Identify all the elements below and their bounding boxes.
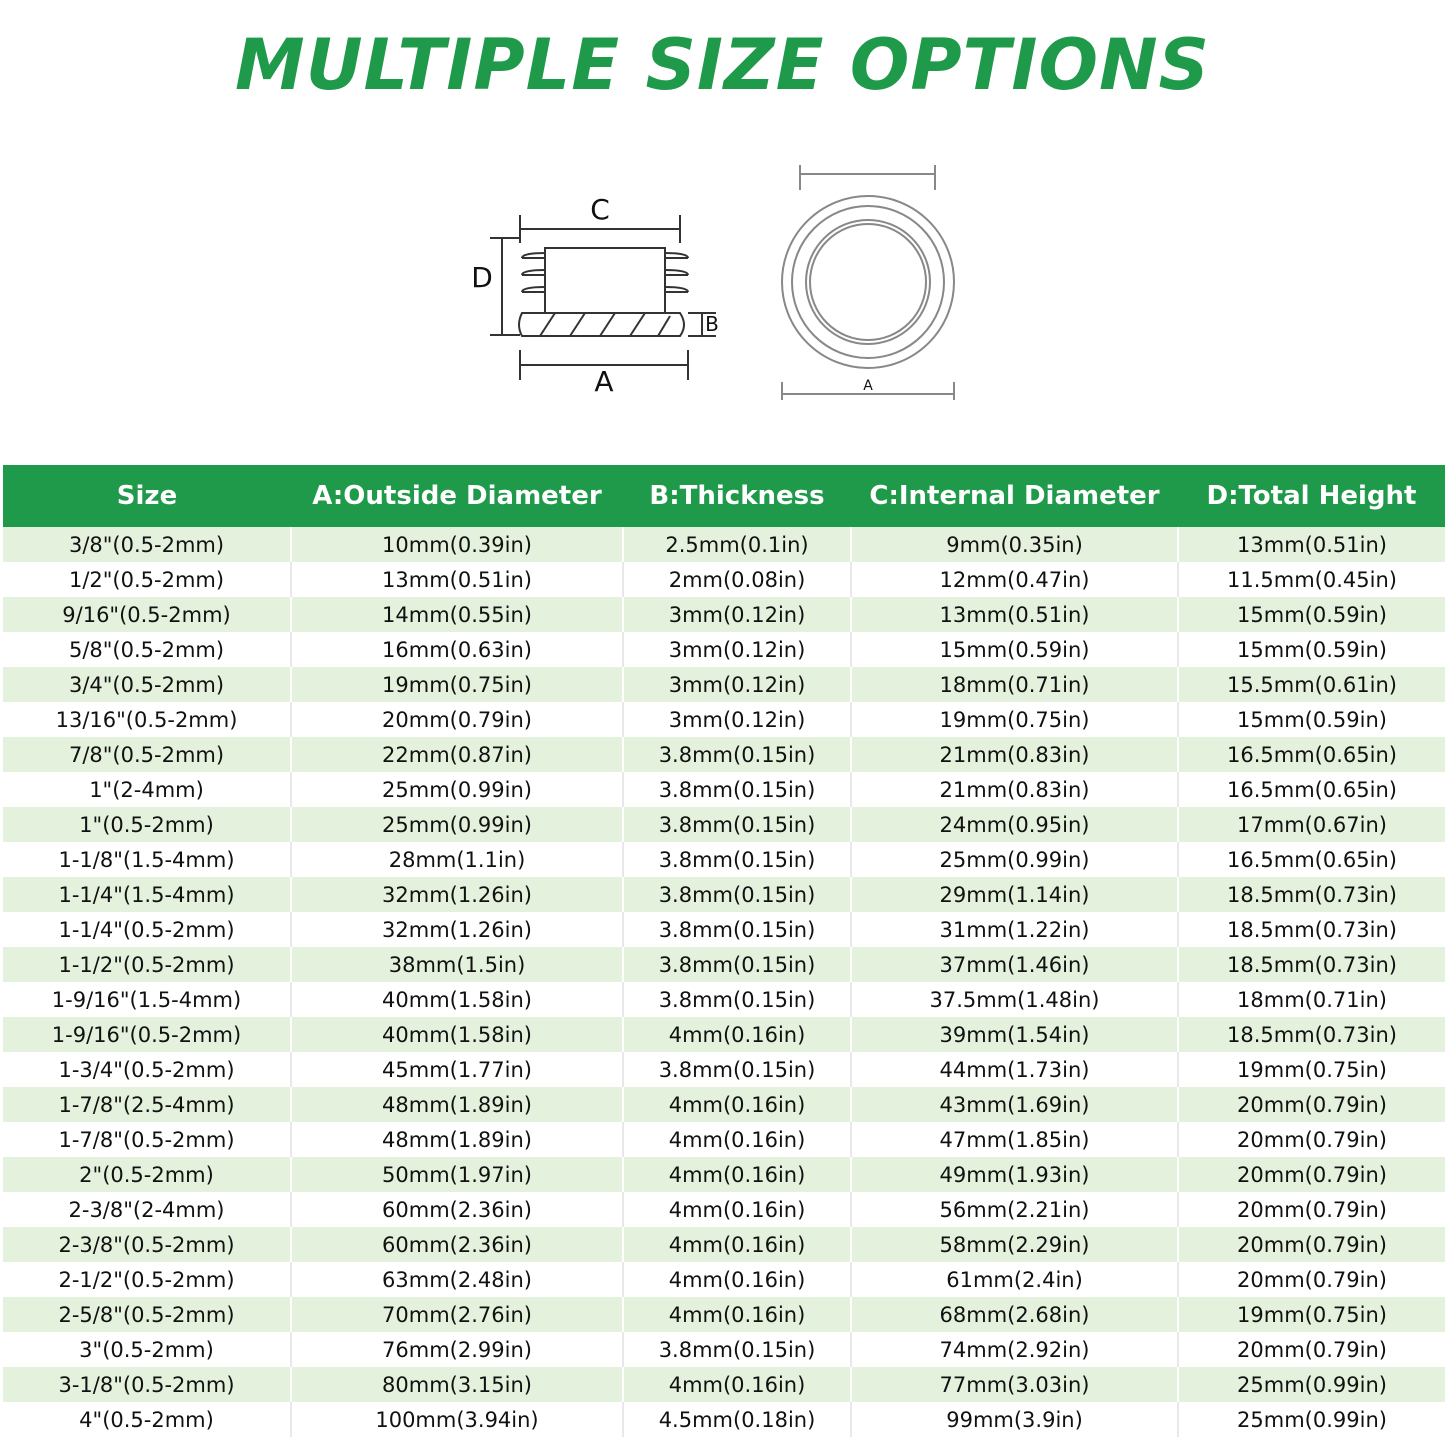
table-cell-outside-diameter: 38mm(1.5in) xyxy=(291,947,623,982)
table-cell-total-height: 13mm(0.51in) xyxy=(1178,527,1445,562)
table-cell-outside-diameter: 40mm(1.58in) xyxy=(291,982,623,1017)
table-cell-total-height: 17mm(0.67in) xyxy=(1178,807,1445,842)
table-cell-size: 1"(0.5-2mm) xyxy=(3,807,291,842)
table-cell-total-height: 20mm(0.79in) xyxy=(1178,1122,1445,1157)
table-cell-size: 2-1/2"(0.5-2mm) xyxy=(3,1262,291,1297)
table-cell-size: 3/4"(0.5-2mm) xyxy=(3,667,291,702)
table-row xyxy=(3,597,1445,632)
table-cell-thickness: 3.8mm(0.15in) xyxy=(623,947,851,982)
table-cell-internal-diameter: 19mm(0.75in) xyxy=(851,702,1178,737)
table-cell-thickness: 3mm(0.12in) xyxy=(623,667,851,702)
table-cell-thickness: 3mm(0.12in) xyxy=(623,632,851,667)
table-cell-thickness: 4mm(0.16in) xyxy=(623,1157,851,1192)
table-cell-thickness: 4mm(0.16in) xyxy=(623,1367,851,1402)
table-cell-internal-diameter: 25mm(0.99in) xyxy=(851,842,1178,877)
table-cell-total-height: 20mm(0.79in) xyxy=(1178,1192,1445,1227)
table-row xyxy=(3,982,1445,1017)
table-cell-size: 2-3/8"(2-4mm) xyxy=(3,1192,291,1227)
table-row xyxy=(3,702,1445,737)
table-row xyxy=(3,807,1445,842)
table-row xyxy=(3,1017,1445,1052)
table-cell-internal-diameter: 13mm(0.51in) xyxy=(851,597,1178,632)
table-row xyxy=(3,947,1445,982)
table-cell-internal-diameter: 99mm(3.9in) xyxy=(851,1402,1178,1437)
table-cell-internal-diameter: 24mm(0.95in) xyxy=(851,807,1178,842)
table-row xyxy=(3,1332,1445,1367)
table-row xyxy=(3,562,1445,597)
table-row xyxy=(3,842,1445,877)
table-cell-total-height: 18.5mm(0.73in) xyxy=(1178,947,1445,982)
table-body xyxy=(3,527,1445,1437)
table-cell-thickness: 3.8mm(0.15in) xyxy=(623,1332,851,1367)
table-cell-internal-diameter: 31mm(1.22in) xyxy=(851,912,1178,947)
table-cell-internal-diameter: 21mm(0.83in) xyxy=(851,772,1178,807)
table-cell-outside-diameter: 16mm(0.63in) xyxy=(291,632,623,667)
table-cell-internal-diameter: 44mm(1.73in) xyxy=(851,1052,1178,1087)
table-cell-thickness: 3.8mm(0.15in) xyxy=(623,842,851,877)
table-cell-size: 1-3/4"(0.5-2mm) xyxy=(3,1052,291,1087)
table-cell-size: 3"(0.5-2mm) xyxy=(3,1332,291,1367)
table-row xyxy=(3,1227,1445,1262)
table-cell-thickness: 3.8mm(0.15in) xyxy=(623,737,851,772)
table-cell-outside-diameter: 100mm(3.94in) xyxy=(291,1402,623,1437)
table-cell-outside-diameter: 32mm(1.26in) xyxy=(291,912,623,947)
table-cell-internal-diameter: 21mm(0.83in) xyxy=(851,737,1178,772)
table-cell-outside-diameter: 48mm(1.89in) xyxy=(291,1087,623,1122)
column-header-internal-diameter: C:Internal Diameter xyxy=(851,465,1178,527)
table-cell-size: 1-1/2"(0.5-2mm) xyxy=(3,947,291,982)
table-cell-total-height: 25mm(0.99in) xyxy=(1178,1402,1445,1437)
table-row xyxy=(3,772,1445,807)
label-c: C xyxy=(590,193,610,226)
table-cell-internal-diameter: 49mm(1.93in) xyxy=(851,1157,1178,1192)
table-cell-size: 3/8"(0.5-2mm) xyxy=(3,527,291,562)
table-cell-total-height: 20mm(0.79in) xyxy=(1178,1157,1445,1192)
table-cell-total-height: 11.5mm(0.45in) xyxy=(1178,562,1445,597)
table-row xyxy=(3,1087,1445,1122)
table-cell-size: 2-3/8"(0.5-2mm) xyxy=(3,1227,291,1262)
label-b: B xyxy=(705,312,719,336)
table-cell-outside-diameter: 14mm(0.55in) xyxy=(291,597,623,632)
table-row xyxy=(3,912,1445,947)
table-cell-total-height: 16.5mm(0.65in) xyxy=(1178,772,1445,807)
table-cell-outside-diameter: 20mm(0.79in) xyxy=(291,702,623,737)
table-cell-size: 2-5/8"(0.5-2mm) xyxy=(3,1297,291,1332)
table-cell-size: 1"(2-4mm) xyxy=(3,772,291,807)
table-cell-thickness: 3mm(0.12in) xyxy=(623,702,851,737)
table-cell-size: 1/2"(0.5-2mm) xyxy=(3,562,291,597)
table-cell-total-height: 19mm(0.75in) xyxy=(1178,1297,1445,1332)
table-cell-thickness: 3.8mm(0.15in) xyxy=(623,912,851,947)
table-cell-internal-diameter: 37.5mm(1.48in) xyxy=(851,982,1178,1017)
table-cell-thickness: 4mm(0.16in) xyxy=(623,1262,851,1297)
table-cell-size: 13/16"(0.5-2mm) xyxy=(3,702,291,737)
table-cell-total-height: 18.5mm(0.73in) xyxy=(1178,877,1445,912)
table-cell-total-height: 15mm(0.59in) xyxy=(1178,702,1445,737)
table-cell-total-height: 16.5mm(0.65in) xyxy=(1178,737,1445,772)
table-cell-size: 1-9/16"(1.5-4mm) xyxy=(3,982,291,1017)
table-cell-size: 1-7/8"(2.5-4mm) xyxy=(3,1087,291,1122)
table-cell-thickness: 4.5mm(0.18in) xyxy=(623,1402,851,1437)
table-cell-internal-diameter: 56mm(2.21in) xyxy=(851,1192,1178,1227)
table-cell-thickness: 2.5mm(0.1in) xyxy=(623,527,851,562)
table-cell-size: 4"(0.5-2mm) xyxy=(3,1402,291,1437)
table-cell-internal-diameter: 61mm(2.4in) xyxy=(851,1262,1178,1297)
table-cell-thickness: 3.8mm(0.15in) xyxy=(623,1052,851,1087)
table-cell-size: 1-1/8"(1.5-4mm) xyxy=(3,842,291,877)
label-a: A xyxy=(594,365,614,398)
table-cell-internal-diameter: 77mm(3.03in) xyxy=(851,1367,1178,1402)
table-row xyxy=(3,1297,1445,1332)
table-cell-outside-diameter: 10mm(0.39in) xyxy=(291,527,623,562)
table-cell-internal-diameter: 74mm(2.92in) xyxy=(851,1332,1178,1367)
table-cell-outside-diameter: 40mm(1.58in) xyxy=(291,1017,623,1052)
column-header-outside-diameter: A:Outside Diameter xyxy=(291,465,623,527)
table-cell-size: 1-1/4"(1.5-4mm) xyxy=(3,877,291,912)
table-cell-internal-diameter: 43mm(1.69in) xyxy=(851,1087,1178,1122)
table-row xyxy=(3,1052,1445,1087)
column-header-total-height: D:Total Height xyxy=(1178,465,1445,527)
label-d: D xyxy=(471,261,493,294)
page-title: MULTIPLE SIZE OPTIONS xyxy=(235,24,1210,106)
table-cell-outside-diameter: 32mm(1.26in) xyxy=(291,877,623,912)
table-cell-outside-diameter: 19mm(0.75in) xyxy=(291,667,623,702)
table-cell-outside-diameter: 63mm(2.48in) xyxy=(291,1262,623,1297)
table-cell-total-height: 20mm(0.79in) xyxy=(1178,1087,1445,1122)
table-cell-internal-diameter: 58mm(2.29in) xyxy=(851,1227,1178,1262)
table-cell-size: 9/16"(0.5-2mm) xyxy=(3,597,291,632)
table-cell-outside-diameter: 48mm(1.89in) xyxy=(291,1122,623,1157)
table-cell-total-height: 15mm(0.59in) xyxy=(1178,632,1445,667)
table-cell-total-height: 16.5mm(0.65in) xyxy=(1178,842,1445,877)
table-cell-internal-diameter: 47mm(1.85in) xyxy=(851,1122,1178,1157)
table-cell-outside-diameter: 28mm(1.1in) xyxy=(291,842,623,877)
table-cell-internal-diameter: 39mm(1.54in) xyxy=(851,1017,1178,1052)
label-a-top: A xyxy=(863,378,873,394)
table-cell-internal-diameter: 68mm(2.68in) xyxy=(851,1297,1178,1332)
table-cell-internal-diameter: 15mm(0.59in) xyxy=(851,632,1178,667)
table-cell-total-height: 20mm(0.79in) xyxy=(1178,1227,1445,1262)
table-cell-outside-diameter: 60mm(2.36in) xyxy=(291,1227,623,1262)
table-cell-thickness: 4mm(0.16in) xyxy=(623,1017,851,1052)
table-cell-total-height: 18.5mm(0.73in) xyxy=(1178,912,1445,947)
table-row xyxy=(3,1192,1445,1227)
table-cell-total-height: 20mm(0.79in) xyxy=(1178,1262,1445,1297)
table-cell-internal-diameter: 9mm(0.35in) xyxy=(851,527,1178,562)
table-cell-internal-diameter: 12mm(0.47in) xyxy=(851,562,1178,597)
table-cell-thickness: 4mm(0.16in) xyxy=(623,1192,851,1227)
table-cell-thickness: 4mm(0.16in) xyxy=(623,1122,851,1157)
table-row xyxy=(3,632,1445,667)
table-cell-size: 3-1/8"(0.5-2mm) xyxy=(3,1367,291,1402)
table-cell-outside-diameter: 25mm(0.99in) xyxy=(291,807,623,842)
column-header-size: Size xyxy=(3,465,291,527)
table-cell-size: 2"(0.5-2mm) xyxy=(3,1157,291,1192)
table-cell-thickness: 4mm(0.16in) xyxy=(623,1087,851,1122)
table-cell-thickness: 4mm(0.16in) xyxy=(623,1227,851,1262)
table-row xyxy=(3,1262,1445,1297)
table-cell-thickness: 3.8mm(0.15in) xyxy=(623,982,851,1017)
table-cell-size: 5/8"(0.5-2mm) xyxy=(3,632,291,667)
table-cell-outside-diameter: 22mm(0.87in) xyxy=(291,737,623,772)
table-header-row xyxy=(3,465,1445,527)
table-row xyxy=(3,877,1445,912)
table-row xyxy=(3,527,1445,562)
table-cell-thickness: 3.8mm(0.15in) xyxy=(623,807,851,842)
table-cell-total-height: 19mm(0.75in) xyxy=(1178,1052,1445,1087)
column-header-thickness: B:Thickness xyxy=(623,465,851,527)
top-view-diagram xyxy=(770,160,970,410)
table-row xyxy=(3,1402,1445,1437)
table-cell-thickness: 3.8mm(0.15in) xyxy=(623,877,851,912)
table-cell-outside-diameter: 60mm(2.36in) xyxy=(291,1192,623,1227)
size-table xyxy=(3,465,1445,1437)
table-cell-outside-diameter: 45mm(1.77in) xyxy=(291,1052,623,1087)
table-cell-size: 1-7/8"(0.5-2mm) xyxy=(3,1122,291,1157)
table-row xyxy=(3,1157,1445,1192)
table-row xyxy=(3,1367,1445,1402)
table-cell-total-height: 25mm(0.99in) xyxy=(1178,1367,1445,1402)
table-cell-size: 1-1/4"(0.5-2mm) xyxy=(3,912,291,947)
table-cell-total-height: 15.5mm(0.61in) xyxy=(1178,667,1445,702)
table-cell-size: 7/8"(0.5-2mm) xyxy=(3,737,291,772)
table-cell-size: 1-9/16"(0.5-2mm) xyxy=(3,1017,291,1052)
table-cell-thickness: 2mm(0.08in) xyxy=(623,562,851,597)
table-cell-total-height: 20mm(0.79in) xyxy=(1178,1332,1445,1367)
table-cell-total-height: 18.5mm(0.73in) xyxy=(1178,1017,1445,1052)
table-row xyxy=(3,667,1445,702)
table-cell-internal-diameter: 37mm(1.46in) xyxy=(851,947,1178,982)
table-cell-thickness: 3mm(0.12in) xyxy=(623,597,851,632)
table-cell-thickness: 4mm(0.16in) xyxy=(623,1297,851,1332)
table-row xyxy=(3,737,1445,772)
table-cell-outside-diameter: 80mm(3.15in) xyxy=(291,1367,623,1402)
table-cell-internal-diameter: 18mm(0.71in) xyxy=(851,667,1178,702)
table-cell-outside-diameter: 76mm(2.99in) xyxy=(291,1332,623,1367)
table-cell-total-height: 18mm(0.71in) xyxy=(1178,982,1445,1017)
table-cell-outside-diameter: 25mm(0.99in) xyxy=(291,772,623,807)
table-cell-total-height: 15mm(0.59in) xyxy=(1178,597,1445,632)
table-cell-thickness: 3.8mm(0.15in) xyxy=(623,772,851,807)
table-cell-outside-diameter: 50mm(1.97in) xyxy=(291,1157,623,1192)
side-profile-diagram xyxy=(460,185,730,405)
table-cell-outside-diameter: 13mm(0.51in) xyxy=(291,562,623,597)
table-cell-internal-diameter: 29mm(1.14in) xyxy=(851,877,1178,912)
table-cell-outside-diameter: 70mm(2.76in) xyxy=(291,1297,623,1332)
table-row xyxy=(3,1122,1445,1157)
